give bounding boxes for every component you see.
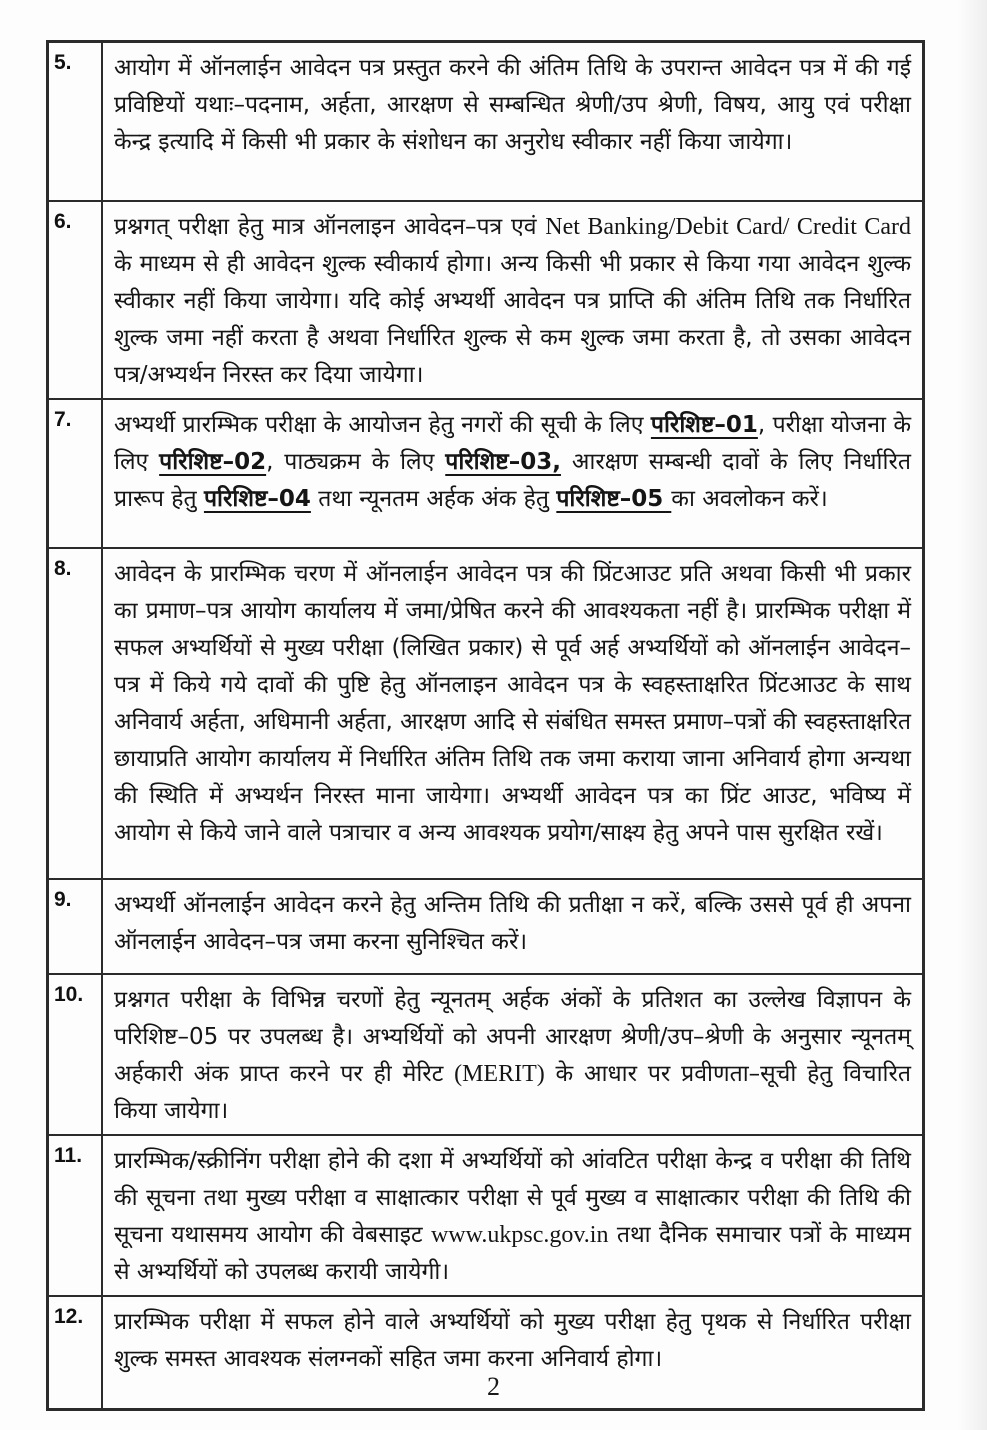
rule-number: 9. (48, 879, 103, 974)
table-row (48, 879, 924, 974)
rule-text: प्रश्नगत परीक्षा के विभिन्न चरणों हेतु न्यूनतम् अर्हक अंकों के प्रतिशत का उल्लेख विज्ञापन के परिशिष्ट–05 पर उपलब्ध है। अभ्यर्थियों को अपनी आरक्षण श्रेणी/उप–श्रेणी के अनुसार न्यूनतम् अर्हकारी अंक प्राप्त करने पर ही मेरिट (MERIT) के आधार पर प्रवीणता–सूची हेतु विचारित किया जायेगा। (102, 974, 924, 1135)
rules-table (46, 40, 925, 1411)
rule-number: 7. (48, 399, 103, 548)
rule-text: प्रश्नगत् परीक्षा हेतु मात्र ऑनलाइन आवेदन–पत्र एवं Net Banking/Debit Card/ Credit Card के माध्यम से ही आवेदन शुल्क स्वीकार्य होगा। अन्य किसी भी प्रकार से किया गया आवेदन शुल्क स्वीकार नहीं किया जायेगा। यदि कोई अभ्यर्थी आवेदन पत्र प्राप्ति की अंतिम तिथि तक निर्धारित शुल्क जमा नहीं करता है अथवा निर्धारित शुल्क से कम शुल्क जमा करता है, तो उसका आवेदन पत्र/अभ्यर्थन निरस्त कर दिया जायेगा। (102, 201, 924, 399)
table-row (48, 399, 924, 548)
page-number: 2 (487, 1372, 500, 1401)
rule-number: 12. (48, 1296, 103, 1410)
rule-text: अभ्यर्थी प्रारम्भिक परीक्षा के आयोजन हेतु नगरों की सूची के लिए परिशिष्ट–01, परीक्षा योजना के लिए परिशिष्ट–02, पाठ्यक्रम के लिए परिशिष्ट–03, आरक्षण सम्बन्धी दावों के लिए निर्धारित प्रारूप हेतु परिशिष्ट–04 तथा न्यूनतम अर्हक अंक हेतु परिशिष्ट–05 का अवलोकन करें। (102, 399, 924, 548)
table-row (48, 974, 924, 1135)
rule-text: प्रारम्भिक परीक्षा में सफल होने वाले अभ्यर्थियों को मुख्य परीक्षा हेतु पृथक से निर्धारित परीक्षा शुल्क समस्त आवश्यक संलग्नकों सहित जमा करना अनिवार्य होगा। (102, 1296, 924, 1410)
rule-text: प्रारम्भिक/स्क्रीनिंग परीक्षा होने की दशा में अभ्यर्थियों को आंवटित परीक्षा केन्द्र व परीक्षा की तिथि की सूचना तथा मुख्य परीक्षा व साक्षात्कार परीक्षा से पूर्व मुख्य व साक्षात्कार परीक्षा की तिथि की सूचना यथासमय आयोग की वेबसाइट www.ukpsc.gov.in तथा दैनिक समाचार पत्रों के माध्यम से अभ्यर्थियों को उपलब्ध करायी जायेगी। (102, 1135, 924, 1296)
table-row (48, 1135, 924, 1296)
rule-number: 5. (48, 42, 103, 202)
rule-text: अभ्यर्थी ऑनलाईन आवेदन करने हेतु अन्तिम तिथि की प्रतीक्षा न करें, बल्कि उससे पूर्व ही अपना ऑनलाईन आवेदन–पत्र जमा करना सुनिश्चित करें। (102, 879, 924, 974)
table-row (48, 548, 924, 879)
rule-number: 8. (48, 548, 103, 879)
table-row (48, 201, 924, 399)
table-row (48, 42, 924, 202)
rule-number: 11. (48, 1135, 103, 1296)
rule-text: आवेदन के प्रारम्भिक चरण में ऑनलाईन आवेदन पत्र की प्रिंटआउट प्रति अथवा किसी भी प्रकार का प्रमाण–पत्र आयोग कार्यालय में जमा/प्रेषित करने की आवश्यकता नहीं है। प्रारम्भिक परीक्षा में सफल अभ्यर्थियों से मुख्य परीक्षा (लिखित प्रकार) से पूर्व अर्ह अभ्यर्थियों को ऑनलाईन आवेदन–पत्र में किये गये दावों की पुष्टि हेतु ऑनलाइन आवेदन पत्र के स्वहस्ताक्षरित प्रिंटआउट के साथ अनिवार्य अर्हता, अधिमानी अर्हता, आरक्षण आदि से संबंधित समस्त प्रमाण–पत्रों की स्वहस्ताक्षरित छायाप्रति आयोग कार्यालय में निर्धारित अंतिम तिथि तक जमा कराया जाना अनिवार्य होगा अन्यथा की स्थिति में अभ्यर्थन निरस्त माना जायेगा। अभ्यर्थी आवेदन पत्र का प्रिंट आउट, भविष्य में आयोग से किये जाने वाले पत्राचार व अन्य आवश्यक प्रयोग/साक्ष्य हेतु अपने पास सुरक्षित रखें। (102, 548, 924, 879)
page-edge-shade (957, 0, 987, 1430)
rule-number: 6. (48, 201, 103, 399)
rule-number: 10. (48, 974, 103, 1135)
rule-text: आयोग में ऑनलाईन आवेदन पत्र प्रस्तुत करने की अंतिम तिथि के उपरान्त आवेदन पत्र में की गई प्रविष्टियों यथाः–पदनाम, अर्हता, आरक्षण से सम्बन्धित श्रेणी/उप श्रेणी, विषय, आयु एवं परीक्षा केन्द्र इत्यादि में किसी भी प्रकार के संशोधन का अनुरोध स्वीकार नहीं किया जायेगा। (102, 42, 924, 202)
